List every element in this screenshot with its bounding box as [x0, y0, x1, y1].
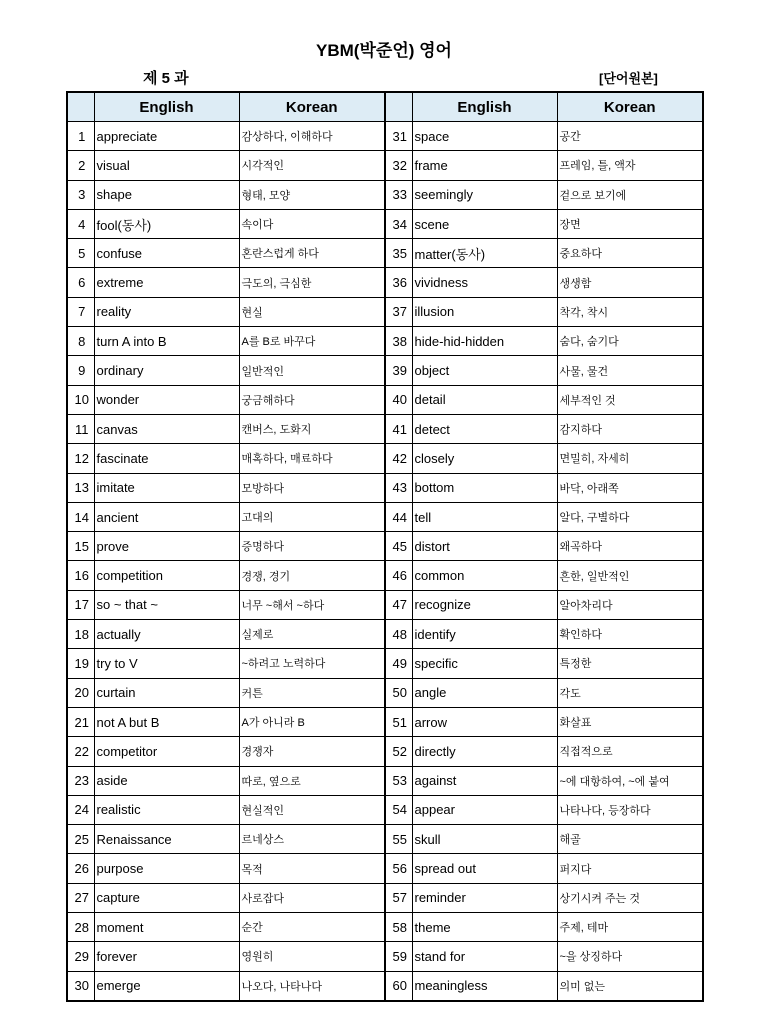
word-number: 29 [67, 942, 94, 971]
table-row [67, 532, 703, 561]
korean-meaning: 극도의, 극심한 [239, 268, 385, 297]
english-word: purpose [94, 854, 239, 883]
word-number: 44 [385, 502, 412, 531]
english-word: frame [412, 151, 557, 180]
korean-meaning: 형태, 모양 [239, 180, 385, 209]
word-number: 28 [67, 913, 94, 942]
word-number: 23 [67, 766, 94, 795]
english-word: theme [412, 913, 557, 942]
english-word: arrow [412, 707, 557, 736]
korean-meaning: 특정한 [557, 649, 703, 678]
word-number: 52 [385, 737, 412, 766]
word-number: 43 [385, 473, 412, 502]
english-word: hide-hid-hidden [412, 327, 557, 356]
table-row [67, 502, 703, 531]
table-row [67, 209, 703, 238]
table-row [67, 239, 703, 268]
table-row [67, 737, 703, 766]
korean-meaning: 흔한, 일반적인 [557, 561, 703, 590]
table-row [67, 649, 703, 678]
english-word: canvas [94, 414, 239, 443]
word-number: 17 [67, 590, 94, 619]
korean-meaning: 세부적인 것 [557, 385, 703, 414]
table-row [67, 707, 703, 736]
korean-meaning: 확인하다 [557, 620, 703, 649]
word-number: 8 [67, 327, 94, 356]
english-word: aside [94, 766, 239, 795]
english-word: appear [412, 795, 557, 824]
word-number: 6 [67, 268, 94, 297]
english-word: directly [412, 737, 557, 766]
table-row [67, 414, 703, 443]
english-word: fool(동사) [94, 209, 239, 238]
korean-meaning: 모방하다 [239, 473, 385, 502]
word-number: 56 [385, 854, 412, 883]
word-number: 60 [385, 971, 412, 1001]
english-word: fascinate [94, 444, 239, 473]
header-korean-left: Korean [239, 92, 385, 122]
korean-meaning: 실제로 [239, 620, 385, 649]
header-number-left [67, 92, 94, 122]
word-number: 55 [385, 825, 412, 854]
word-number: 11 [67, 414, 94, 443]
word-number: 35 [385, 239, 412, 268]
table-row [67, 327, 703, 356]
word-number: 48 [385, 620, 412, 649]
word-number: 58 [385, 913, 412, 942]
korean-meaning: 바닥, 아래쪽 [557, 473, 703, 502]
table-row [67, 297, 703, 326]
word-number: 45 [385, 532, 412, 561]
table-row [67, 942, 703, 971]
korean-meaning: 각도 [557, 678, 703, 707]
table-row [67, 356, 703, 385]
korean-meaning: 일반적인 [239, 356, 385, 385]
english-word: turn A into B [94, 327, 239, 356]
table-row [67, 825, 703, 854]
korean-meaning: 왜곡하다 [557, 532, 703, 561]
english-word: confuse [94, 239, 239, 268]
word-number: 59 [385, 942, 412, 971]
english-word: imitate [94, 473, 239, 502]
document-title: YBM(박준언) 영어 [316, 41, 452, 60]
english-word: visual [94, 151, 239, 180]
table-row [67, 971, 703, 1001]
english-word: capture [94, 883, 239, 912]
header-korean-right: Korean [557, 92, 703, 122]
word-number: 10 [67, 385, 94, 414]
word-number: 39 [385, 356, 412, 385]
word-number: 41 [385, 414, 412, 443]
table-row [67, 678, 703, 707]
korean-meaning: 직접적으로 [557, 737, 703, 766]
english-word: recognize [412, 590, 557, 619]
english-word: tell [412, 502, 557, 531]
word-number: 15 [67, 532, 94, 561]
table-header [67, 92, 703, 122]
english-word: detect [412, 414, 557, 443]
korean-meaning: 너무 ~해서 ~하다 [239, 590, 385, 619]
english-word: realistic [94, 795, 239, 824]
english-word: matter(동사) [412, 239, 557, 268]
english-word: distort [412, 532, 557, 561]
korean-meaning: 따로, 옆으로 [239, 766, 385, 795]
header-english-right: English [412, 92, 557, 122]
korean-meaning: 숨다, 숨기다 [557, 327, 703, 356]
korean-meaning: 상기시켜 주는 것 [557, 883, 703, 912]
english-word: seemingly [412, 180, 557, 209]
english-word: vividness [412, 268, 557, 297]
word-number: 13 [67, 473, 94, 502]
korean-meaning: 나오다, 나타나다 [239, 971, 385, 1001]
english-word: prove [94, 532, 239, 561]
english-word: extreme [94, 268, 239, 297]
korean-meaning: 캔버스, 도화지 [239, 414, 385, 443]
korean-meaning: 해골 [557, 825, 703, 854]
english-word: bottom [412, 473, 557, 502]
table-row [67, 620, 703, 649]
word-number: 3 [67, 180, 94, 209]
english-word: spread out [412, 854, 557, 883]
english-word: object [412, 356, 557, 385]
word-number: 53 [385, 766, 412, 795]
table-row [67, 180, 703, 209]
table-row [67, 883, 703, 912]
word-number: 42 [385, 444, 412, 473]
english-word: not A but B [94, 707, 239, 736]
korean-meaning: 경쟁, 경기 [239, 561, 385, 590]
korean-meaning: 혼란스럽게 하다 [239, 239, 385, 268]
word-number: 2 [67, 151, 94, 180]
korean-meaning: 매혹하다, 매료하다 [239, 444, 385, 473]
korean-meaning: 시각적인 [239, 151, 385, 180]
english-word: specific [412, 649, 557, 678]
korean-meaning: 속이다 [239, 209, 385, 238]
korean-meaning: 장면 [557, 209, 703, 238]
korean-meaning: 중요하다 [557, 239, 703, 268]
english-word: identify [412, 620, 557, 649]
table-row [67, 561, 703, 590]
english-word: scene [412, 209, 557, 238]
word-number: 51 [385, 707, 412, 736]
word-number: 27 [67, 883, 94, 912]
word-number: 21 [67, 707, 94, 736]
table-row [67, 590, 703, 619]
word-number: 19 [67, 649, 94, 678]
table-row [67, 444, 703, 473]
english-word: reality [94, 297, 239, 326]
word-number: 54 [385, 795, 412, 824]
word-number: 7 [67, 297, 94, 326]
lesson-label: 제 5 과 [143, 70, 189, 87]
english-word: try to V [94, 649, 239, 678]
english-word: meaningless [412, 971, 557, 1001]
english-word: ordinary [94, 356, 239, 385]
english-word: forever [94, 942, 239, 971]
korean-meaning: 사물, 물건 [557, 356, 703, 385]
english-word: competition [94, 561, 239, 590]
word-number: 12 [67, 444, 94, 473]
table-body [67, 122, 703, 1001]
korean-meaning: 알다, 구별하다 [557, 502, 703, 531]
korean-meaning: A를 B로 바꾸다 [239, 327, 385, 356]
korean-meaning: 현실 [239, 297, 385, 326]
word-number: 1 [67, 122, 94, 151]
korean-meaning: 화살표 [557, 707, 703, 736]
word-number: 14 [67, 502, 94, 531]
table-row [67, 122, 703, 151]
header-number-right [385, 92, 412, 122]
word-number: 49 [385, 649, 412, 678]
english-word: ancient [94, 502, 239, 531]
english-word: emerge [94, 971, 239, 1001]
english-word: against [412, 766, 557, 795]
table-row [67, 473, 703, 502]
korean-meaning: 겉으로 보기에 [557, 180, 703, 209]
korean-meaning: 경쟁자 [239, 737, 385, 766]
korean-meaning: ~을 상징하다 [557, 942, 703, 971]
korean-meaning: 착각, 착시 [557, 297, 703, 326]
english-word: competitor [94, 737, 239, 766]
korean-meaning: 고대의 [239, 502, 385, 531]
english-word: illusion [412, 297, 557, 326]
word-number: 24 [67, 795, 94, 824]
korean-meaning: 퍼지다 [557, 854, 703, 883]
word-number: 57 [385, 883, 412, 912]
word-number: 20 [67, 678, 94, 707]
word-number: 47 [385, 590, 412, 619]
english-word: space [412, 122, 557, 151]
english-word: wonder [94, 385, 239, 414]
english-word: stand for [412, 942, 557, 971]
korean-meaning: 목적 [239, 854, 385, 883]
english-word: detail [412, 385, 557, 414]
word-number: 50 [385, 678, 412, 707]
korean-meaning: 궁금해하다 [239, 385, 385, 414]
english-word: actually [94, 620, 239, 649]
word-number: 38 [385, 327, 412, 356]
english-word: common [412, 561, 557, 590]
korean-meaning: 생생함 [557, 268, 703, 297]
word-number: 16 [67, 561, 94, 590]
table-row [67, 795, 703, 824]
word-number: 22 [67, 737, 94, 766]
word-number: 33 [385, 180, 412, 209]
korean-meaning: ~하려고 노력하다 [239, 649, 385, 678]
english-word: shape [94, 180, 239, 209]
korean-meaning: A가 아니라 B [239, 707, 385, 736]
korean-meaning: 르네상스 [239, 825, 385, 854]
korean-meaning: 알아차리다 [557, 590, 703, 619]
english-word: so ~ that ~ [94, 590, 239, 619]
korean-meaning: 커튼 [239, 678, 385, 707]
korean-meaning: 감지하다 [557, 414, 703, 443]
word-number: 4 [67, 209, 94, 238]
word-number: 37 [385, 297, 412, 326]
korean-meaning: ~에 대항하여, ~에 붙여 [557, 766, 703, 795]
korean-meaning: 공간 [557, 122, 703, 151]
korean-meaning: 사로잡다 [239, 883, 385, 912]
word-number: 46 [385, 561, 412, 590]
word-number: 18 [67, 620, 94, 649]
korean-meaning: 증명하다 [239, 532, 385, 561]
korean-meaning: 현실적인 [239, 795, 385, 824]
english-word: reminder [412, 883, 557, 912]
word-number: 31 [385, 122, 412, 151]
korean-meaning: 나타나다, 등장하다 [557, 795, 703, 824]
english-word: appreciate [94, 122, 239, 151]
vocabulary-table [66, 91, 704, 1002]
word-number: 26 [67, 854, 94, 883]
word-number: 30 [67, 971, 94, 1001]
english-word: angle [412, 678, 557, 707]
word-number: 25 [67, 825, 94, 854]
english-word: closely [412, 444, 557, 473]
word-number: 34 [385, 209, 412, 238]
word-number: 36 [385, 268, 412, 297]
english-word: curtain [94, 678, 239, 707]
korean-meaning: 감상하다, 이해하다 [239, 122, 385, 151]
english-word: Renaissance [94, 825, 239, 854]
korean-meaning: 의미 없는 [557, 971, 703, 1001]
korean-meaning: 영원히 [239, 942, 385, 971]
korean-meaning: 주제, 테마 [557, 913, 703, 942]
table-row [67, 766, 703, 795]
header-english-left: English [94, 92, 239, 122]
korean-meaning: 프레임, 틀, 액자 [557, 151, 703, 180]
table-row [67, 913, 703, 942]
english-word: skull [412, 825, 557, 854]
table-row [67, 268, 703, 297]
korean-meaning: 순간 [239, 913, 385, 942]
word-number: 40 [385, 385, 412, 414]
table-row [67, 151, 703, 180]
korean-meaning: 면밀히, 자세히 [557, 444, 703, 473]
english-word: moment [94, 913, 239, 942]
word-number: 5 [67, 239, 94, 268]
source-tag: [단어원본] [599, 71, 658, 86]
table-row [67, 385, 703, 414]
word-number: 9 [67, 356, 94, 385]
word-number: 32 [385, 151, 412, 180]
table-row [67, 854, 703, 883]
